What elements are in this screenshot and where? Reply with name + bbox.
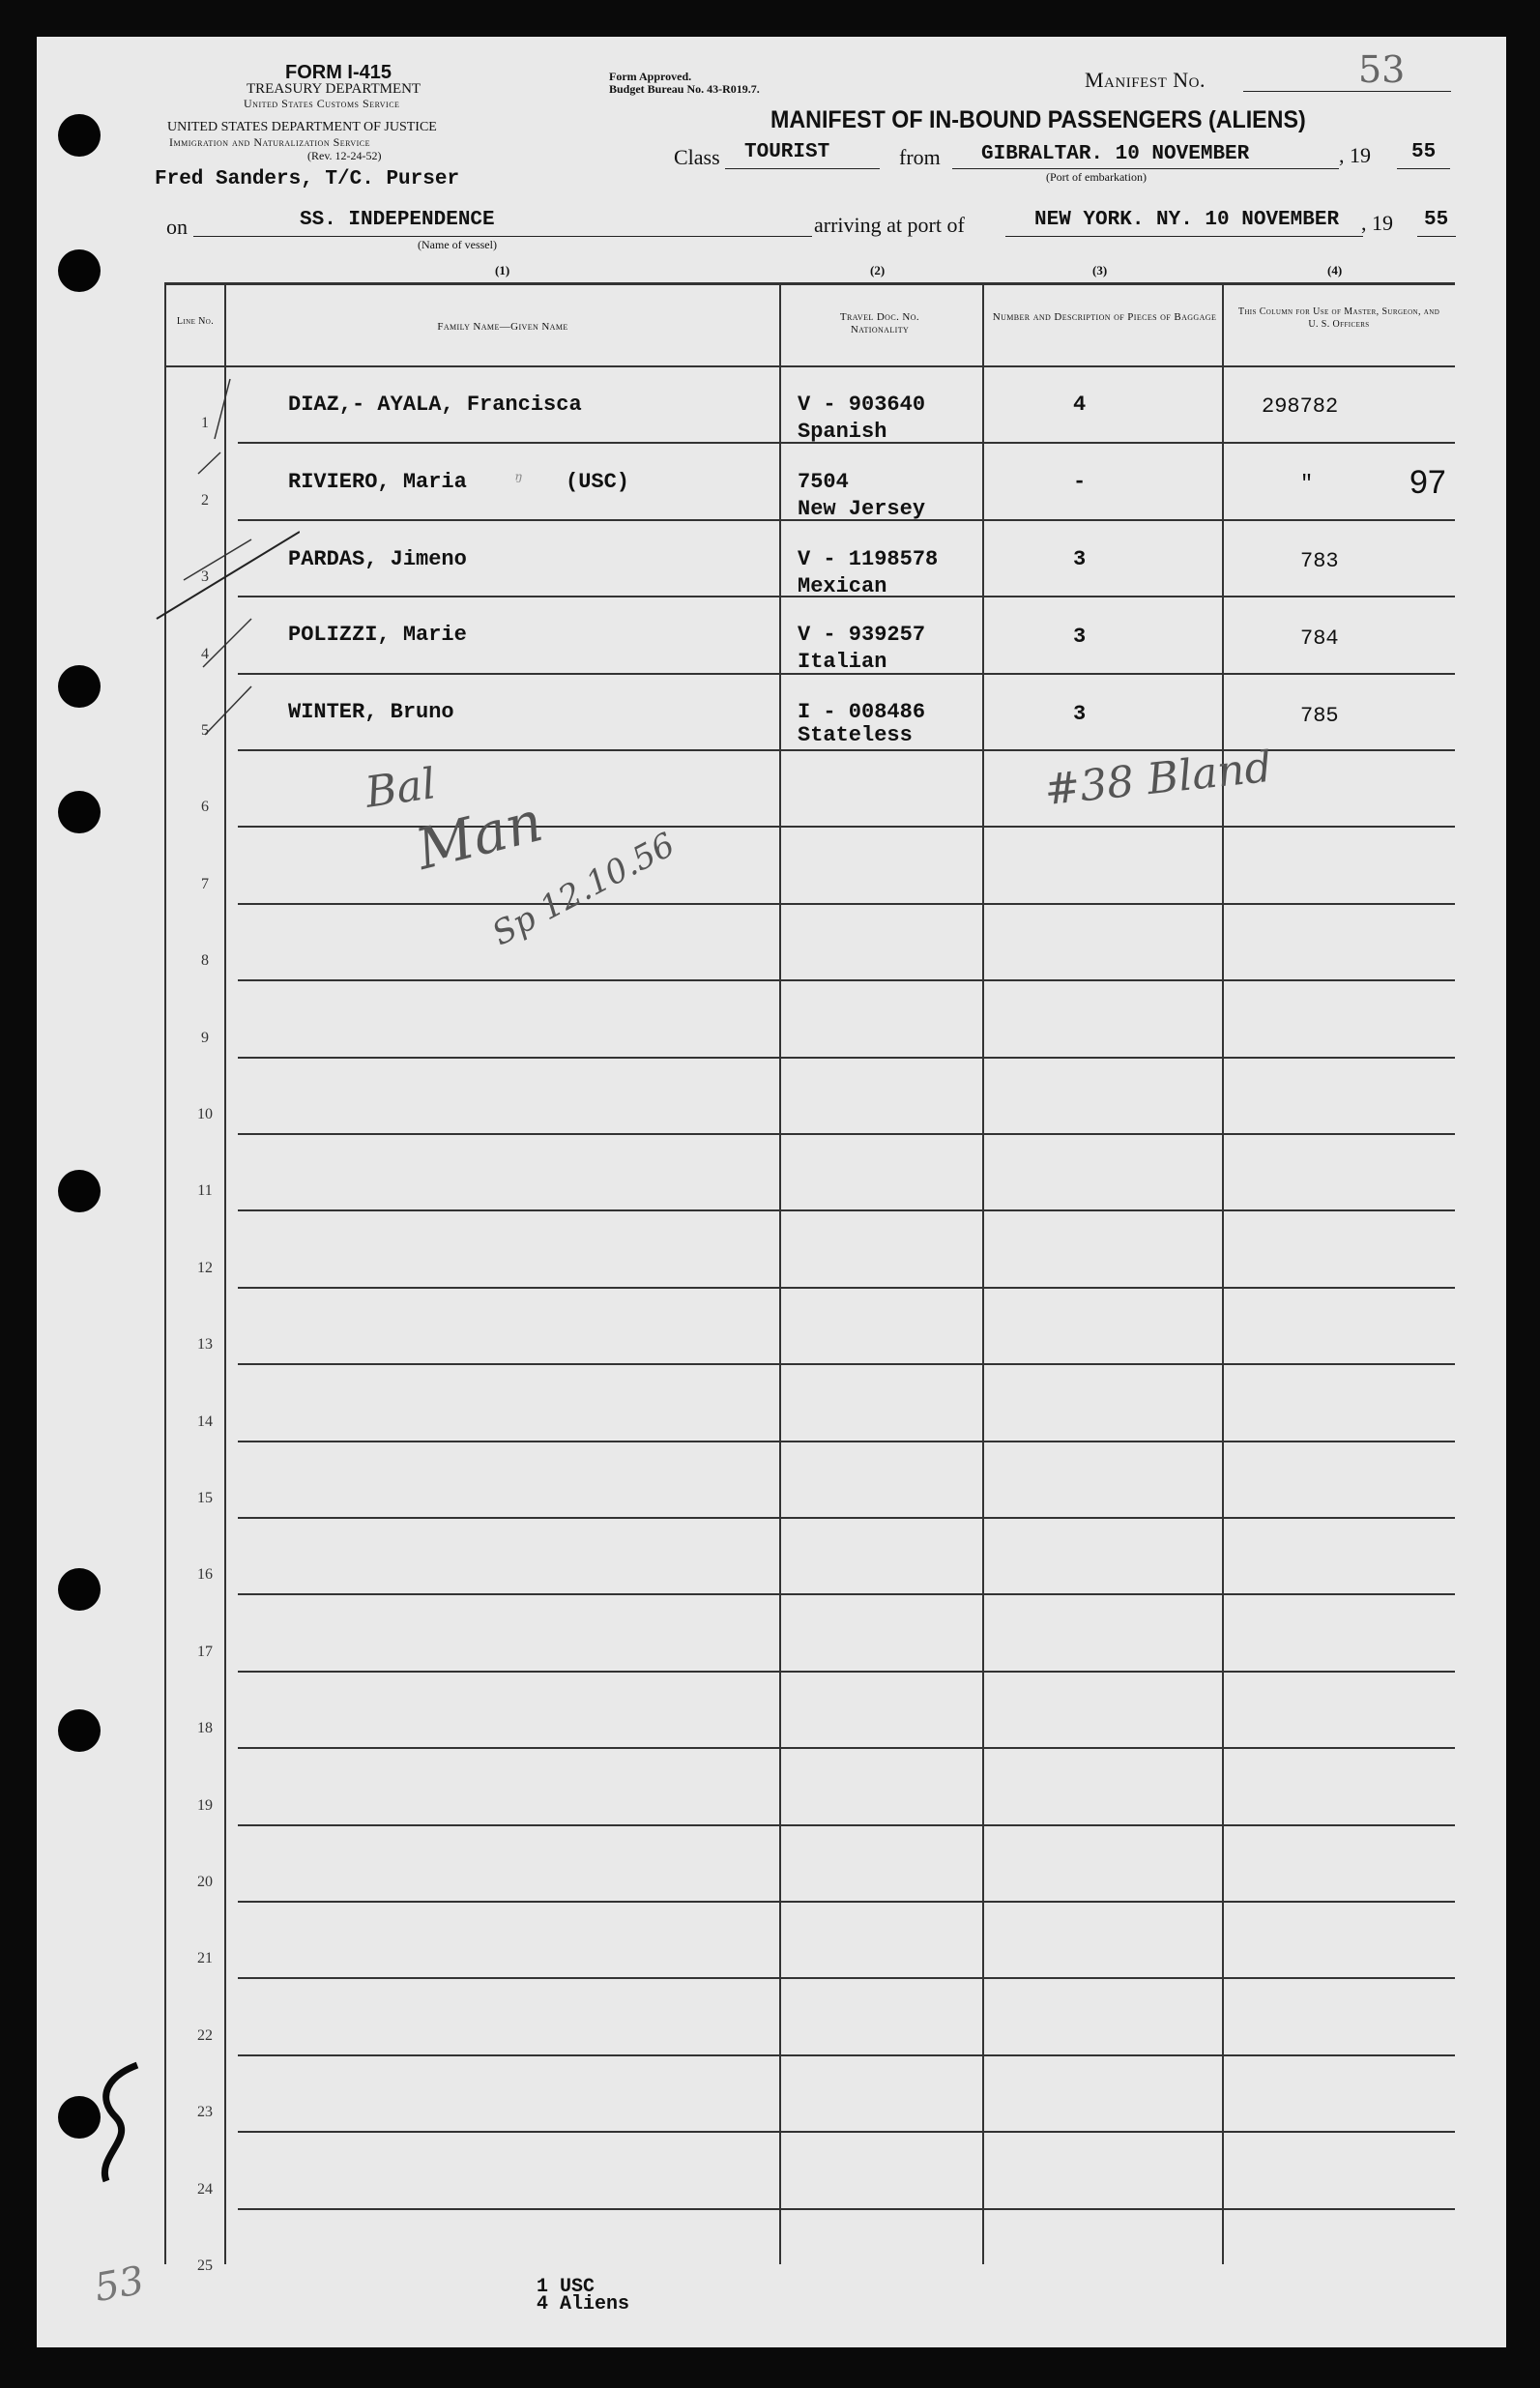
line-number: 17 — [197, 1643, 213, 1660]
travel-doc-number: 7504 — [798, 470, 849, 494]
table-row-divider — [238, 1133, 1455, 1135]
line-number: 1 — [201, 415, 209, 432]
check-marks — [145, 367, 300, 754]
from-value: GIBRALTAR. 10 NOVEMBER — [981, 143, 1250, 165]
total-usc: 1 USC — [537, 2276, 596, 2298]
manifest-label: Manifest No. — [1085, 68, 1206, 92]
citizenship-status: (USC) — [566, 470, 630, 494]
line-number: 16 — [197, 1566, 213, 1584]
passenger-name: DIAZ,- AYALA, Francisca — [288, 393, 582, 417]
table-row-divider — [238, 1593, 1455, 1595]
line-number: 15 — [197, 1490, 213, 1506]
nationality: Stateless — [798, 723, 913, 747]
handwritten-note: #38 Bland — [1041, 742, 1275, 816]
table-row-divider — [238, 1287, 1455, 1289]
line-number: 11 — [197, 1182, 213, 1200]
on-label: on — [166, 215, 188, 239]
header-travel-doc: Travel Doc. No. Nationality — [839, 311, 920, 335]
treasury-department: TREASURY DEPARTMENT — [247, 81, 421, 97]
tick-mark: ᵑ — [515, 468, 523, 491]
line-number: 10 — [197, 1106, 213, 1122]
punch-hole — [58, 1709, 101, 1752]
nationality: Italian — [798, 650, 887, 674]
travel-doc-number: I - 008486 — [798, 700, 926, 724]
header-baggage: Number and Description of Pieces of Baggage — [992, 311, 1217, 323]
department-of-justice: UNITED STATES DEPARTMENT OF JUSTICE — [167, 120, 437, 134]
header-line-no: Line No. — [176, 316, 215, 327]
line-number: 23 — [197, 2104, 213, 2121]
header-officers: This Column for Use of Master, Surgeon, and U. S. Officers — [1237, 306, 1440, 330]
passenger-name: WINTER, Bruno — [288, 700, 454, 724]
travel-doc-number: V - 939257 — [798, 623, 926, 647]
officer-entry: 298782 — [1262, 394, 1339, 419]
nationality: Spanish — [798, 420, 887, 444]
travel-doc-number: V - 903640 — [798, 393, 926, 417]
line-number: 24 — [197, 2180, 213, 2198]
punch-hole — [58, 1170, 101, 1212]
line-number: 22 — [197, 2026, 213, 2044]
table-row-divider — [238, 1671, 1455, 1673]
officer-entry: 784 — [1300, 626, 1339, 651]
line-number: 2 — [201, 491, 209, 509]
line-number: 6 — [201, 799, 209, 816]
table-row-divider — [238, 749, 1455, 751]
baggage-count: 4 — [1073, 393, 1087, 417]
line-number: 4 — [201, 645, 209, 662]
year-prefix: , 19 — [1339, 143, 1371, 167]
handwritten-corner-number: 53 — [91, 2257, 148, 2312]
class-value: TOURIST — [744, 141, 830, 163]
baggage-count: - — [1073, 470, 1087, 494]
header-name: Family Name—Given Name — [437, 321, 568, 333]
officer-entry: " — [1300, 472, 1314, 496]
revision-date: (Rev. 12-24-52) — [307, 149, 382, 162]
year-value: 55 — [1424, 209, 1449, 231]
nationality: Mexican — [798, 574, 887, 598]
officer-entry: 783 — [1300, 549, 1339, 573]
punch-hole — [58, 1568, 101, 1611]
year-prefix: , 19 — [1361, 211, 1393, 235]
punch-hole — [58, 114, 101, 157]
line-number: 18 — [197, 1720, 213, 1737]
table-row-divider — [238, 2208, 1455, 2210]
ins-service: Immigration and Naturalization Service — [169, 135, 371, 149]
table-row-divider — [238, 1977, 1455, 1979]
column-number: (1) — [495, 263, 510, 277]
table-row-divider — [238, 1517, 1455, 1519]
line-number: 8 — [201, 952, 209, 970]
line-number: 25 — [197, 2257, 213, 2274]
line-number: 21 — [197, 1950, 213, 1967]
line-number: 5 — [201, 722, 209, 739]
margin-note: 97 — [1409, 464, 1446, 501]
line-number: 20 — [197, 1874, 213, 1890]
class-label: Class — [674, 145, 720, 169]
line-number: 3 — [201, 568, 209, 586]
year-value: 55 — [1411, 141, 1437, 163]
handwritten-date: Sp 12.10.56 — [485, 825, 682, 954]
line-number: 19 — [197, 1796, 213, 1814]
passenger-name: PARDAS, Jimeno — [288, 547, 467, 571]
punch-hole — [58, 665, 101, 708]
line-number: 13 — [197, 1336, 213, 1354]
line-number: 9 — [201, 1029, 209, 1046]
table-row-divider — [238, 1363, 1455, 1365]
arrival-port: NEW YORK. NY. 10 NOVEMBER — [1034, 209, 1340, 231]
manifest-number: 53 — [1358, 48, 1406, 91]
table-row-divider — [238, 2131, 1455, 2133]
bracket-mark — [77, 2059, 155, 2195]
arriving-label: arriving at port of — [814, 213, 965, 237]
baggage-count: 3 — [1073, 547, 1087, 571]
table-row-divider — [238, 1747, 1455, 1749]
page-title: MANIFEST OF IN-BOUND PASSENGERS (ALIENS) — [770, 106, 1306, 133]
punch-hole — [58, 791, 101, 833]
table-row-divider — [238, 1901, 1455, 1903]
table-row-divider — [238, 1441, 1455, 1442]
vessel-name: SS. INDEPENDENCE — [300, 209, 495, 231]
column-number: (2) — [870, 263, 886, 277]
handwritten-note: Bal — [362, 759, 439, 818]
table-row-divider — [238, 1209, 1455, 1211]
port-embarkation-caption: (Port of embarkation) — [1046, 170, 1147, 184]
form-approved: Form Approved. — [609, 70, 692, 83]
purser: Fred Sanders, T/C. Purser — [155, 168, 460, 190]
table-row-divider — [238, 979, 1455, 981]
form-number: FORM I-415 — [285, 62, 392, 83]
total-aliens: 4 Aliens — [537, 2293, 630, 2315]
table-row-divider — [238, 1057, 1455, 1059]
baggage-count: 3 — [1073, 625, 1087, 649]
passenger-name: POLIZZI, Marie — [288, 623, 467, 647]
column-number: (3) — [1092, 263, 1108, 277]
punch-hole — [58, 249, 101, 292]
table-row-divider — [238, 2054, 1455, 2056]
budget-bureau: Budget Bureau No. 43-R019.7. — [609, 82, 760, 96]
handwritten-signature: Man — [409, 788, 549, 883]
nationality: New Jersey — [798, 497, 926, 521]
from-label: from — [899, 145, 941, 169]
line-number: 12 — [197, 1259, 213, 1276]
passenger-name: RIVIERO, Maria — [288, 470, 467, 494]
line-number: 7 — [201, 875, 209, 892]
vessel-caption: (Name of vessel) — [418, 238, 497, 251]
customs-service: United States Customs Service — [244, 97, 400, 110]
table-row-divider — [238, 903, 1455, 905]
travel-doc-number: V - 1198578 — [798, 547, 939, 571]
line-number: 14 — [197, 1412, 213, 1430]
officer-entry: 785 — [1300, 704, 1339, 728]
table-row-divider — [238, 1824, 1455, 1826]
baggage-count: 3 — [1073, 702, 1087, 726]
column-number: (4) — [1327, 263, 1343, 277]
